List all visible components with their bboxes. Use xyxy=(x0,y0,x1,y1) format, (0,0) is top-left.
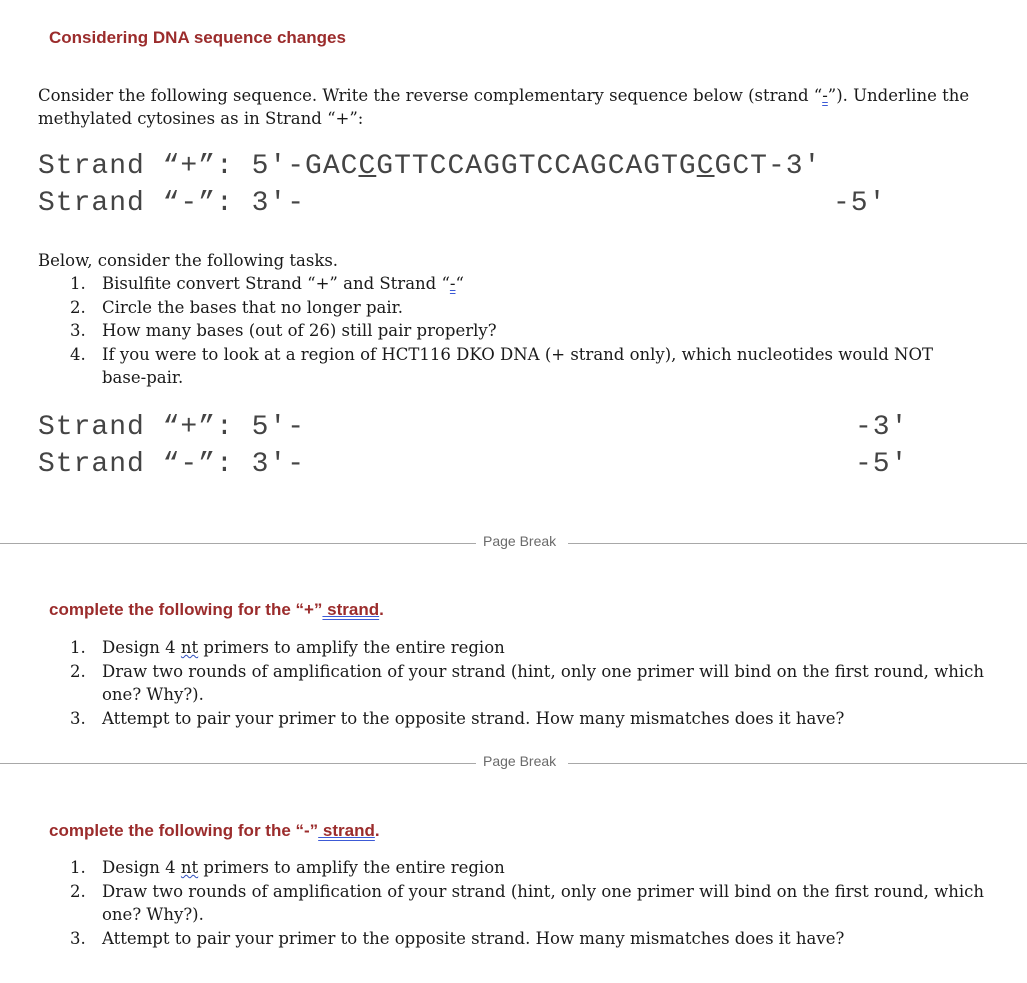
section-minus-title-text: complete the following for the “-” xyxy=(49,821,319,840)
list-item xyxy=(70,296,1000,320)
list-number: 2. xyxy=(70,881,86,901)
list-text: Attempt to pair your primer to the opposite strand. How many mismatches does it have? xyxy=(102,928,845,948)
section-plus-title-strand: strand xyxy=(322,600,380,619)
strand-plus-prefix: Strand “+”: 5'-GAC xyxy=(38,151,359,182)
list-number: 1. xyxy=(70,638,86,657)
intro-text-2: ”). Underline the xyxy=(827,86,970,105)
list-item xyxy=(70,660,1010,707)
list-quote: “ xyxy=(455,274,464,293)
list-number: 3. xyxy=(70,928,86,948)
page-break-label: Page Break xyxy=(483,533,557,549)
page-break-line-left xyxy=(0,763,476,764)
page-break-label: Page Break xyxy=(483,753,557,769)
task-strand-minus-end: -5' xyxy=(855,449,909,480)
list-text: Draw two rounds of amplification of your strand (hint, only one primer will bind on the first round, which one? Why?). xyxy=(102,881,984,924)
list-number: 3. xyxy=(70,321,86,340)
spellcheck-word: nt xyxy=(180,858,199,877)
list-item xyxy=(70,636,1010,660)
list-text: Design 4 xyxy=(102,638,181,657)
list-item xyxy=(70,343,1000,390)
methylated-c-2: C xyxy=(696,151,715,182)
list-text: primers to amplify the entire region xyxy=(198,858,505,877)
section-minus-title xyxy=(49,821,380,841)
tasks-intro: Below, consider the following tasks. xyxy=(38,251,339,270)
section-plus-list xyxy=(70,636,1010,730)
list-item xyxy=(70,707,1010,731)
list-item xyxy=(70,319,1000,343)
page-break xyxy=(0,753,1027,773)
strand-minus-end: -5' xyxy=(833,188,887,219)
list-text: primers to amplify the entire region xyxy=(198,638,505,657)
page-break-line-right xyxy=(568,543,1027,544)
list-number: 1. xyxy=(70,858,86,877)
list-number: 4. xyxy=(70,344,86,364)
section-plus-title xyxy=(49,600,384,620)
page-break-line-left xyxy=(0,543,476,544)
section-title: Considering DNA sequence changes xyxy=(49,28,346,47)
list-text: Bisulfite convert Strand “+” and Strand “ xyxy=(102,274,450,293)
list-number: 2. xyxy=(70,297,86,317)
list-text: If you were to look at a region of HCT116 DKO DNA (+ strand only), which nucleotides would NOT base-pair. xyxy=(102,344,933,387)
list-text: Attempt to pair your primer to the opposite strand. How many mismatches does it have? xyxy=(102,708,845,728)
methylated-c-1: C xyxy=(358,151,377,182)
list-number: 2. xyxy=(70,661,86,681)
task-strand-plus-label: Strand “+”: 5'- xyxy=(38,412,306,443)
strand-plus-sequence xyxy=(38,151,821,182)
task-list xyxy=(70,272,1000,390)
section-minus-list xyxy=(70,856,1010,950)
list-text: Draw two rounds of amplification of your strand (hint, only one primer will bind on the first round, which one? Why?). xyxy=(102,661,984,704)
list-text: How many bases (out of 26) still pair properly? xyxy=(102,321,497,340)
section-minus-title-period: . xyxy=(374,821,380,840)
list-item xyxy=(70,927,1010,951)
spellcheck-word: nt xyxy=(180,638,199,657)
intro-text-3: methylated cytosines as in Strand “+”: xyxy=(38,109,364,128)
list-item xyxy=(70,272,1000,296)
page-break-line-right xyxy=(568,763,1027,764)
list-item xyxy=(70,856,1010,880)
task-strand-minus-label: Strand “-”: 3'- xyxy=(38,449,306,480)
intro-dash: - xyxy=(822,86,828,105)
intro-text-1: Consider the following sequence. Write the reverse complementary sequence below (strand “ xyxy=(38,86,823,105)
list-text: Design 4 xyxy=(102,858,181,877)
section-minus-title-strand: strand xyxy=(318,821,375,840)
strand-plus-suffix: GCT-3' xyxy=(714,151,822,182)
intro-paragraph xyxy=(38,84,998,130)
task-strand-plus-end: -3' xyxy=(855,412,909,443)
list-text: Circle the bases that no longer pair. xyxy=(102,297,403,317)
strand-plus-mid: GTTCCAGGTCCAGCAGTG xyxy=(376,151,697,182)
list-number: 3. xyxy=(70,708,86,728)
list-number: 1. xyxy=(70,274,86,293)
page-break xyxy=(0,533,1027,553)
list-dash: - xyxy=(449,274,456,293)
section-plus-title-text: complete the following for the “+” xyxy=(49,600,323,619)
section-plus-title-period: . xyxy=(379,600,384,619)
list-item xyxy=(70,880,1010,927)
strand-minus-label: Strand “-”: 3'- xyxy=(38,188,306,219)
